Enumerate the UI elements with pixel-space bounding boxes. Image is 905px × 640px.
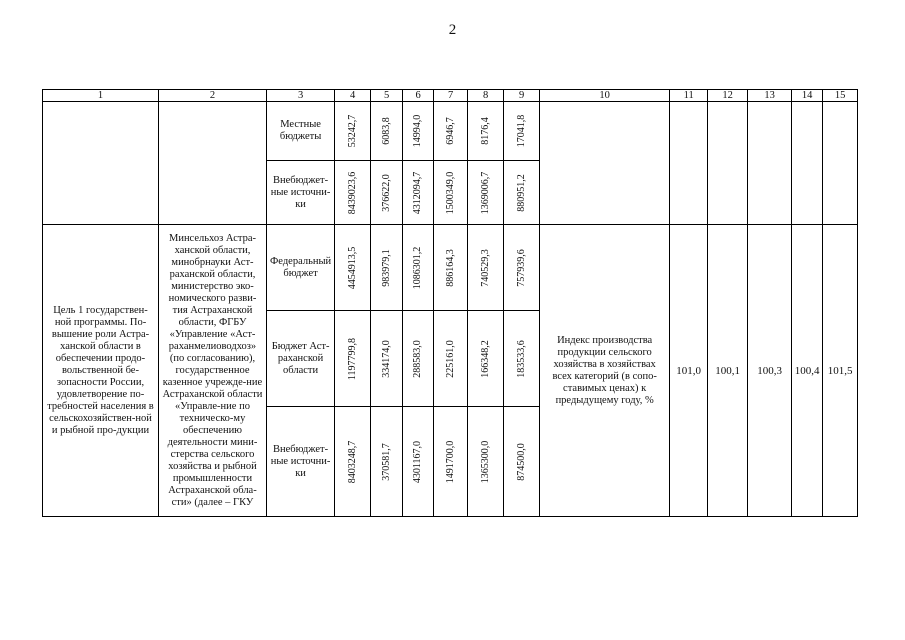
col-header: 7 — [434, 90, 468, 102]
indicator-name: Индекс производства продукции сельского хозяйства в хозяйствах всех категорий (в сопо-ставимых ценах) к предыдущему году, % — [540, 225, 670, 517]
value-cell: 14994,0 — [403, 102, 434, 161]
empty-cell — [43, 102, 159, 225]
value-cell: 8403248,7 — [335, 407, 371, 517]
value-cell: 8439023,6 — [335, 161, 371, 225]
value-cell: 1086301,2 — [403, 225, 434, 311]
goal-description: Цель 1 государствен-ной программы. По-вышение роли Астра-ханской области в обеспечении продо-вольственной бе-зопасности России, удовлетворение по-требностей населения в сельскохозяйствен-ной и рыбной про-дукции — [43, 225, 159, 517]
value-cell: 166348,2 — [468, 311, 504, 407]
empty-cell — [670, 102, 708, 225]
indicator-value: 100,4 — [792, 225, 823, 517]
empty-cell — [748, 102, 792, 225]
col-header: 5 — [371, 90, 403, 102]
indicator-value: 101,5 — [823, 225, 858, 517]
col-header: 1 — [43, 90, 159, 102]
funding-source: Внебюджет-ные источни-ки — [267, 407, 335, 517]
col-header: 12 — [708, 90, 748, 102]
col-header: 11 — [670, 90, 708, 102]
value-cell: 183533,6 — [504, 311, 540, 407]
col-header: 2 — [159, 90, 267, 102]
value-cell: 880951,2 — [504, 161, 540, 225]
value-cell: 17041,8 — [504, 102, 540, 161]
indicator-value: 101,0 — [670, 225, 708, 517]
col-header: 4 — [335, 90, 371, 102]
col-header: 6 — [403, 90, 434, 102]
value-cell: 740529,3 — [468, 225, 504, 311]
value-cell: 4301167,0 — [403, 407, 434, 517]
funding-source: Бюджет Аст-раханской области — [267, 311, 335, 407]
empty-cell — [159, 102, 267, 225]
value-cell: 8176,4 — [468, 102, 504, 161]
table-row — [43, 225, 858, 311]
value-cell: 1369006,7 — [468, 161, 504, 225]
executors: Минсельхоз Астра-ханской области, минобрнауки Аст-раханской области, министерство эко-номического разви-тия Астраханской области, ФГБУ «Управление «Аст-раханмелиоводхоз» (по согласованию), государственное казенное учрежде-ние Астраханской области «Управле-ние по техническо-му обеспечению деятельности мини-стерства сельского хозяйства и рыбной промышленности Астраханской обла-сти» (далее – ГКУ — [159, 225, 267, 517]
value-cell: 1491700,0 — [434, 407, 468, 517]
value-cell: 288583,0 — [403, 311, 434, 407]
col-header: 9 — [504, 90, 540, 102]
value-cell: 370581,7 — [371, 407, 403, 517]
value-cell: 6946,7 — [434, 102, 468, 161]
program-table — [42, 89, 858, 517]
value-cell: 1500349,0 — [434, 161, 468, 225]
value-cell: 334174,0 — [371, 311, 403, 407]
header-row — [43, 90, 858, 102]
empty-cell — [792, 102, 823, 225]
col-header: 15 — [823, 90, 858, 102]
value-cell: 757939,6 — [504, 225, 540, 311]
value-cell: 376622,0 — [371, 161, 403, 225]
empty-cell — [708, 102, 748, 225]
page-number: 2 — [448, 22, 457, 38]
col-header: 3 — [267, 90, 335, 102]
value-cell: 983979,1 — [371, 225, 403, 311]
value-cell: 53242,7 — [335, 102, 371, 161]
funding-source: Местные бюджеты — [267, 102, 335, 161]
col-header: 14 — [792, 90, 823, 102]
value-cell: 1365300,0 — [468, 407, 504, 517]
indicator-value: 100,3 — [748, 225, 792, 517]
value-cell: 6083,8 — [371, 102, 403, 161]
value-cell: 4312094,7 — [403, 161, 434, 225]
value-cell: 874500,0 — [504, 407, 540, 517]
table-row — [43, 102, 858, 161]
value-cell: 4454913,5 — [335, 225, 371, 311]
empty-cell — [540, 102, 670, 225]
funding-source: Внебюджет-ные источни-ки — [267, 161, 335, 225]
indicator-value: 100,1 — [708, 225, 748, 517]
col-header: 8 — [468, 90, 504, 102]
col-header: 13 — [748, 90, 792, 102]
empty-cell — [823, 102, 858, 225]
col-header: 10 — [540, 90, 670, 102]
value-cell: 886164,3 — [434, 225, 468, 311]
value-cell: 1197799,8 — [335, 311, 371, 407]
value-cell: 225161,0 — [434, 311, 468, 407]
funding-source: Федеральный бюджет — [267, 225, 335, 311]
